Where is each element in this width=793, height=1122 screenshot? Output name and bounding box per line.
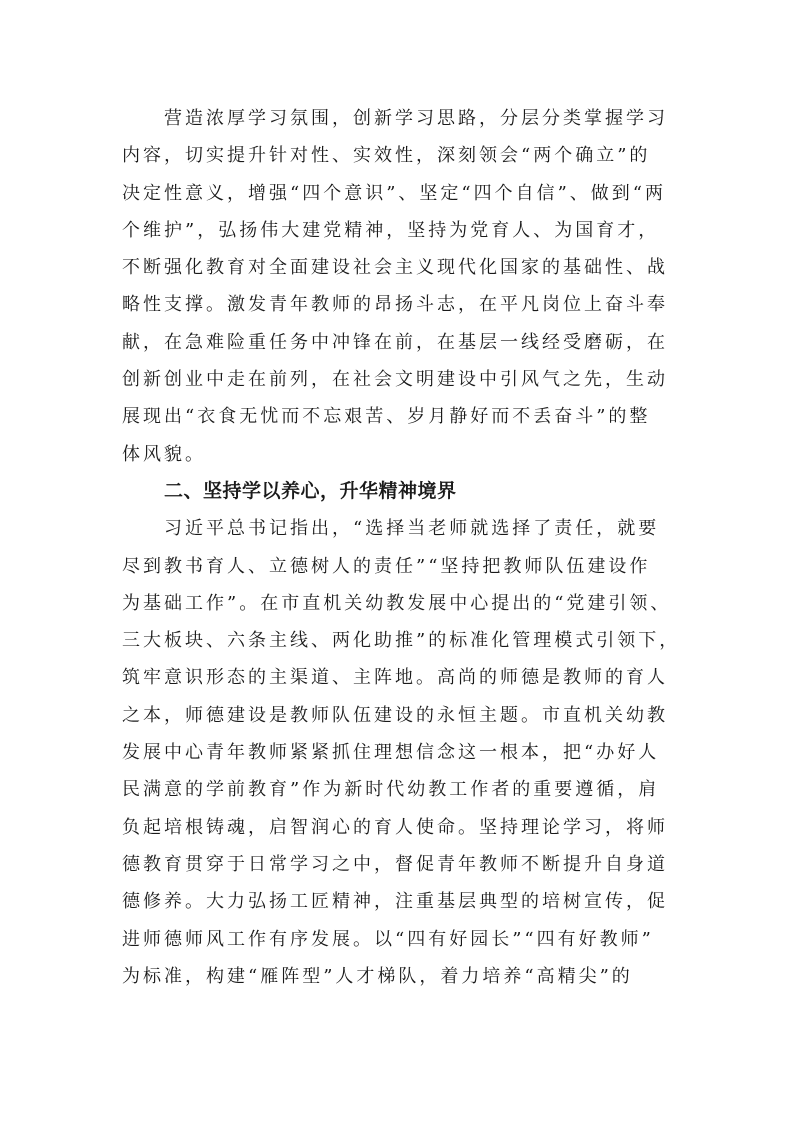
text-line: 民满意的学前教育”作为新时代幼教工作者的重要遵循，肩 [122,779,660,801]
text-line: 三大板块、六条主线、两化助推”的标准化管理模式引领下， [122,630,681,652]
text-line: 为标准，构建“雁阵型”人才梯队，着力培养“高精尖”的 [122,965,633,987]
text-line: 之本，师德建设是教师队伍建设的永恒主题。市直机关幼教 [122,704,668,726]
text-line: 德教育贯穿于日常学习之中，督促青年教师不断提升自身道 [122,853,668,875]
text-line: 个维护”，弘扬伟大建党精神，坚持为党育人、为国育才， [122,219,660,241]
text-line: 创新创业中走在前列，在社会文明建设中引风气之先，生动 [122,369,668,391]
text-line: 习近平总书记指出，“选择当老师就选择了责任，就要 [164,518,660,540]
text-line: 为基础工作”。在市直机关幼教发展中心提出的“党建引领、 [122,592,672,614]
text-line: 尽到教书育人、立德树人的责任”“坚持把教师队伍建设作 [122,555,651,577]
text-line: 德修养。大力弘扬工匠精神，注重基层典型的培树宣传，促 [122,891,668,913]
text-line: 筑牢意识形态的主渠道、主阵地。高尚的师德是教师的育人 [122,667,668,689]
text-line: 发展中心青年教师紧紧抓住理想信念这一根本，把“办好人 [122,742,660,764]
text-line: 进师德师风工作有序发展。以“四有好园长”“四有好教师” [122,928,654,950]
text-line: 不断强化教育对全面建设社会主义现代化国家的基础性、战 [122,257,668,279]
text-line: 内容，切实提升针对性、实效性，深刻领会“两个确立”的 [122,145,651,167]
text-line: 展现出“衣食无忧而不忘艰苦、岁月静好而不丢奋斗”的整 [122,406,651,428]
text-line: 略性支撑。激发青年教师的昂扬斗志，在平凡岗位上奋斗奉 [122,294,668,316]
paragraph-2 [122,510,681,995]
text-line: 体风貌。 [122,443,206,465]
section-heading: 二、坚持学以养心，升华精神境界 [164,479,457,502]
text-line: 献，在急难险重任务中冲锋在前，在基层一线经受磨砺，在 [122,331,668,353]
paragraph-1 [122,100,670,473]
document-page [122,100,681,995]
text-line: 营造浓厚学习氛围，创新学习思路，分层分类掌握学习 [164,108,668,129]
text-line: 负起培根铸魂，启智润心的育人使命。坚持理论学习，将师 [122,816,668,838]
text-line: 决定性意义，增强“四个意识”、坚定“四个自信”、做到“两 [122,182,667,204]
